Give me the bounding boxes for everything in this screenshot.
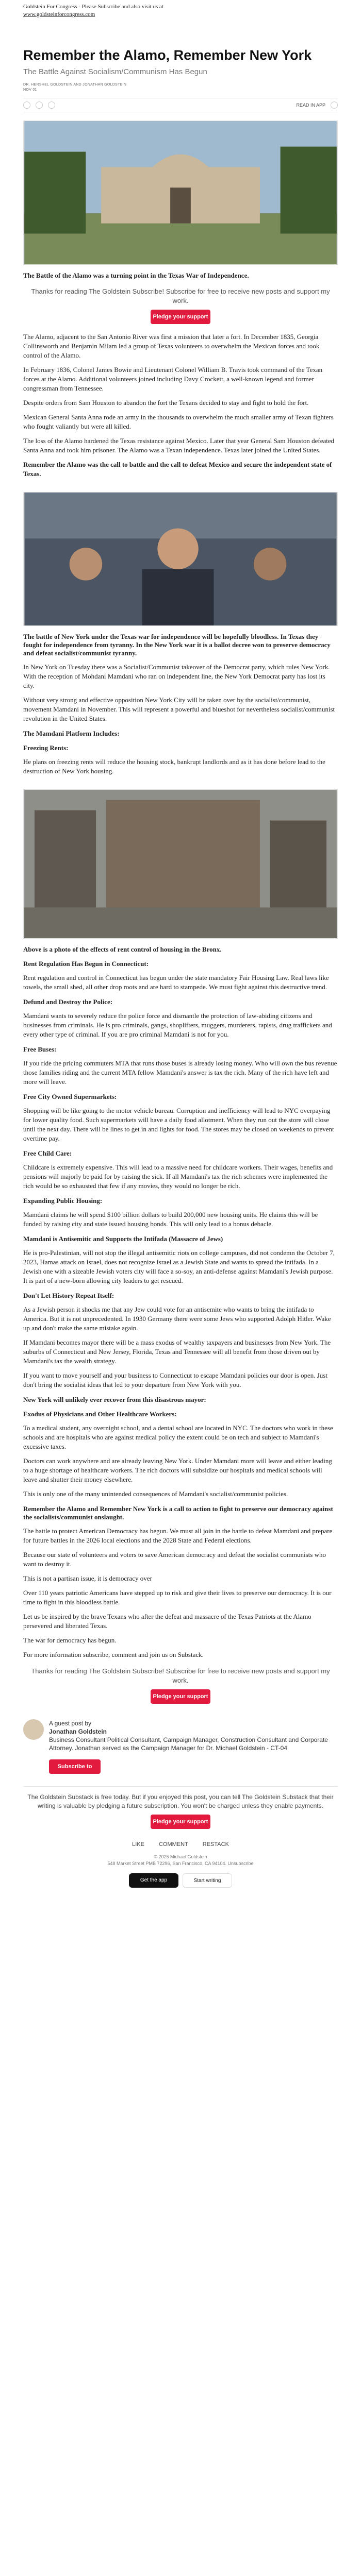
paragraph: Shopping will be like going to the motor vehicle bureau. Corruption and inefficiency will lead to NYC overpaying for lower quality food. Such supermarkets will have a daily food allotment. When they run out the store will close until the next day. There will be lines to get in and lights for food. The stores may be closed on weekends to prevent overtime pay.	[23, 1107, 334, 1142]
paragraph: The war for democracy has begun.	[23, 1636, 117, 1644]
paragraph: In February 1836, Colonel James Bowie and Lieutenant Colonel William B. Travis took command of the Texan forces at the Alamo. Additional volunteers joined including Davy Crockett, a well-known legend and former congressman from Tennessee.	[23, 366, 323, 392]
paragraph: To a medical student, any overnight school, and a dental school are located in NYC. The doctors who work in these schools and are hospitals who are against medical policy the extent could be on tech and subject to Mamdani's excessive taxes.	[23, 1424, 333, 1450]
start-writing-button[interactable]: Start writing	[183, 1873, 232, 1888]
paragraph: This is only one of the many unintended consequences of Mamdani's socialist/communist policies.	[23, 1490, 288, 1498]
author-name[interactable]: Jonathan Goldstein	[49, 1728, 107, 1735]
paragraph: Because our state of volunteers and voters to save American democracy and defeat the socialist communists who want to destroy it.	[23, 1551, 326, 1568]
paragraph: Mamdani claims he will spend $100 billion dollars to build 200,000 new housing units. He claims this will be funded by raising city and state issued housing bonds. This will only lead to a bonus debacle.	[23, 1211, 318, 1228]
get-app-button[interactable]: Get the app	[129, 1873, 178, 1888]
paragraph: Doctors can work anywhere and are already leaving New York. Under Mamdani more will leave and either leading to a huge shortage of healthcare workers. The rich doctors will subsidize our hospitals and medical schools will leave and shutter their money elsewhere.	[23, 1457, 332, 1483]
section-heading: Free City Owned Supermarkets:	[23, 1093, 117, 1100]
section-heading: Free Buses:	[23, 1045, 57, 1053]
paragraph: Let us be inspired by the brave Texans who after the defeat and massacre of the Texas Patriots at the Alamo persevered and liberated Texas.	[23, 1613, 311, 1630]
paragraph: Rent regulation and control in Connecticut has begun under the state mandatory Fair Housing Law. Real laws like towels, the small shed, all other drop roots and are hard to stampede. We must fight against this destructive trend.	[23, 974, 329, 991]
paragraph: He is pro-Palestinian, will not stop the illegal antisemitic riots on college campuses, did not condemn the October 7, 2023, Hamas attack on Israel, does not recognize Israel as a Jewish State and wants to spread the intifada. In a Jewish one with a sizeable Jewish voters city will face a so-soy, an anti-defense against Mamdani's Jewish purpose. It is part of a new-born allowing city leaders to get rescued.	[23, 1249, 335, 1284]
section-heading: Remember the Alamo and Remember New York is a call to action to fight to preserve our democracy against the socialists/communist onslaught.	[23, 1505, 333, 1521]
article-sections	[23, 960, 338, 1659]
section-heading: Free Child Care:	[23, 1149, 72, 1157]
author-intro: A guest post by	[49, 1720, 92, 1727]
section-heading: The Mamdani Platform Includes:	[23, 730, 120, 737]
alamo-photo	[23, 121, 338, 265]
post-actions-row	[23, 98, 338, 112]
paragraph: This is not a partisan issue, it is democracy over	[23, 1574, 152, 1582]
post-date: NOV 01	[23, 88, 37, 92]
restack-button[interactable]: RESTACK	[202, 1841, 229, 1848]
article-subtitle: The Battle Against Socialism/Communism Has Begun	[23, 67, 207, 76]
article-title: Remember the Alamo, Remember New York	[23, 47, 312, 63]
read-in-app-link[interactable]: READ IN APP	[296, 103, 325, 108]
paragraph: Childcare is extremely expensive. This will lead to a massive need for childcare workers. Their wages, benefits and pensions will majorly be paid for by raising the sick. If all Mamdani's tax the rich schemes were implemented the rich would be so exhausted that few if any movies, they would no longer be rich.	[23, 1163, 333, 1190]
paragraph: Over 110 years patriotic Americans have stepped up to risk and give their lives to preserve our democracy. It is our time to fight in this bloodless battle.	[23, 1589, 332, 1606]
paragraph: Despite orders from Sam Houston to abandon the fort the Texans decided to stay and fight to hold the fort.	[23, 399, 309, 406]
section-heading: Don't Let History Repeat Itself:	[23, 1292, 114, 1299]
subscribe-prompt: Thanks for reading The Goldstein Subscribe! Subscribe for free to receive new posts and support my work.	[31, 287, 330, 304]
pledge-button[interactable]: Pledge your support	[151, 1815, 210, 1829]
section-heading: Exodus of Physicians and Other Healthcare Workers:	[23, 1410, 177, 1418]
paragraph: The Alamo, adjacent to the San Antonio River was first a mission that later a fort. In December 1835, Georgia Collinsworth and Benjamin Milam led a group of Texas volunteers to overwhelm the Mexican forces and took control of the Alamo.	[23, 333, 320, 359]
section-heading: Expanding Public Housing:	[23, 1197, 103, 1205]
address-unsubscribe[interactable]: 548 Market Street PMB 72296, San Francisco, CA 94104. Unsubscribe	[107, 1861, 254, 1866]
copyright-text: © 2025 Michael Goldstein	[154, 1854, 207, 1859]
article-body	[23, 332, 338, 479]
preheader-text: Goldstein For Congress - Please Subscribe and also visit us at	[23, 4, 163, 10]
pledge-button[interactable]: Pledge your support	[151, 1689, 210, 1704]
copyright	[23, 1854, 338, 1867]
restack-icon[interactable]	[48, 101, 55, 109]
paragraph: For more information subscribe, comment and join us on Substack.	[23, 1651, 204, 1658]
preheader-link[interactable]: www.goldsteinforcongress.com	[23, 11, 95, 18]
section-heading: Rent Regulation Has Begun in Connecticut:	[23, 960, 149, 968]
comment-icon[interactable]	[36, 101, 43, 109]
footer-actions	[23, 1841, 338, 1848]
paragraph: The battle to protect American Democracy has begun. We must all join in the battle to defeat Mamdani and prepare for future battles in the 2026 local elections and the 2028 State and Federal elections.	[23, 1527, 333, 1544]
store-buttons	[23, 1873, 338, 1888]
paragraph: As a Jewish person it shocks me that any Jew could vote for an antisemite who wants to bring the intifada to America. But it is not unprecedented. In 1930 Germany there were some Jews who supported Adolph Hitler. Wake up and don't make the same mistake again.	[23, 1306, 331, 1332]
paragraph: Without very strong and effective opposition New York City will be taken over by the socialist/communist, movement Mamdani in November. This will represent a powerful and blueshot for nevertheless socialist/communist revolution in the United States.	[23, 696, 335, 722]
paragraph: If you want to move yourself and your business to Connecticut to escape Mamdani policies our door is open. Just don't bring the socialist ideas that led to your departure from New York with you.	[23, 1371, 327, 1388]
paragraph: In New York on Tuesday there was a Socialist/Communist takeover of the Democrat party, which rules New York. With the reception of Mohdani Mamdani who ran on independent line, the New York Democrat party has lost its city.	[23, 663, 330, 689]
paragraph: Remember the Alamo was the call to battle and the call to defeat Mexico and secure the independent state of Texas.	[23, 461, 332, 478]
avatar	[23, 1719, 44, 1740]
like-button[interactable]: LIKE	[132, 1841, 144, 1848]
author-card	[23, 1719, 338, 1752]
paragraph: If you ride the pricing commuters MTA that runs those buses is already losing money. Who will own the bus revenue those families riding and the current MTA fellow Mamdani's answer is tax the rich. Many of the rich have left and more will leave.	[23, 1059, 337, 1086]
photo-caption: Above is a photo of the effects of rent control of housing in the Bronx.	[23, 945, 222, 953]
paragraph: If Mamdani becomes mayor there will be a mass exodus of wealthy taxpayers and businesses from New York. The suburbs of Connecticut and New Jersey, Florida, Texas and Tennessee will all benefit from those driven out by Mamdani's tax the wealth strategy.	[23, 1338, 331, 1365]
comment-button[interactable]: COMMENT	[158, 1841, 188, 1848]
pledge-button[interactable]: Pledge your support	[151, 310, 210, 324]
crowd-photo	[23, 492, 338, 626]
author-bio: Business Consultant Political Consultant, Campaign Manager, Construction Consultant and Corporate Attorney. Jonathan served as the Campaign Manager for Dr. Michael Goldstein - CT-04	[49, 1736, 328, 1752]
bronx-photo	[23, 789, 338, 939]
article-body	[23, 663, 338, 723]
paragraph: Mexican General Santa Anna rode an army in the thousands to overwhelm the much smaller army of Texan fighters who fought valiantly but were all killed.	[23, 413, 334, 430]
pledge-note: The Goldstein Substack is free today. But if you enjoyed this post, you can tell The Goldstein Substack that their writing is valuable by pledging a future subscription. You won't be charged unless they enable payments.	[27, 1793, 334, 1809]
paragraph: He plans on freezing rents will reduce the housing stock, bankrupt landlords and as it has done before lead to the destruction of New York housing.	[23, 758, 325, 775]
section-heading: New York will unlikely ever recover from this disastrous mayor:	[23, 1396, 206, 1403]
preheader	[23, 0, 338, 19]
like-icon[interactable]	[23, 101, 30, 109]
subscribe-prompt: Thanks for reading The Goldstein Subscribe! Subscribe for free to receive new posts and support my work.	[31, 1667, 330, 1684]
section-heading: Freezing Rents:	[23, 744, 69, 752]
subscribe-author-button[interactable]: Subscribe to Jonathan	[49, 1759, 101, 1774]
section-heading: Mamdani is Antisemitic and Supports the Intifada (Massacre of Jews)	[23, 1235, 223, 1243]
paragraph: The loss of the Alamo hardened the Texas resistance against Mexico. Later that year General Sam Houston defeated Santa Anna and took him prisoner. The Alamo was a Texan independence. Texas later joined the United States.	[23, 437, 335, 454]
share-icon[interactable]	[331, 101, 338, 109]
byline: DR. HERSHEL GOLDSTEIN AND JONATHAN GOLDSTEIN	[23, 83, 127, 87]
photo-caption: The Battle of the Alamo was a turning point in the Texas War of Independence.	[23, 272, 249, 279]
paragraph: Mamdani wants to severely reduce the police force and dismantle the protection of law-abiding citizens and businesses from criminals. He is pro criminals, gangs, shoplifters, muggers, murderers, rapists, drug traffickers and every other type of criminal. If you are pro criminal Mamdani is not for you.	[23, 1012, 332, 1038]
section-heading: Defund and Destroy the Police:	[23, 998, 113, 1006]
photo-caption: The battle of New York under the Texas war for independence will be hopefully bloodless. In Texas they fought for independence from tyranny. In the New York war it is a ballot decree won to preserve democracy and defeat socialist/communist tyranny.	[23, 633, 331, 657]
